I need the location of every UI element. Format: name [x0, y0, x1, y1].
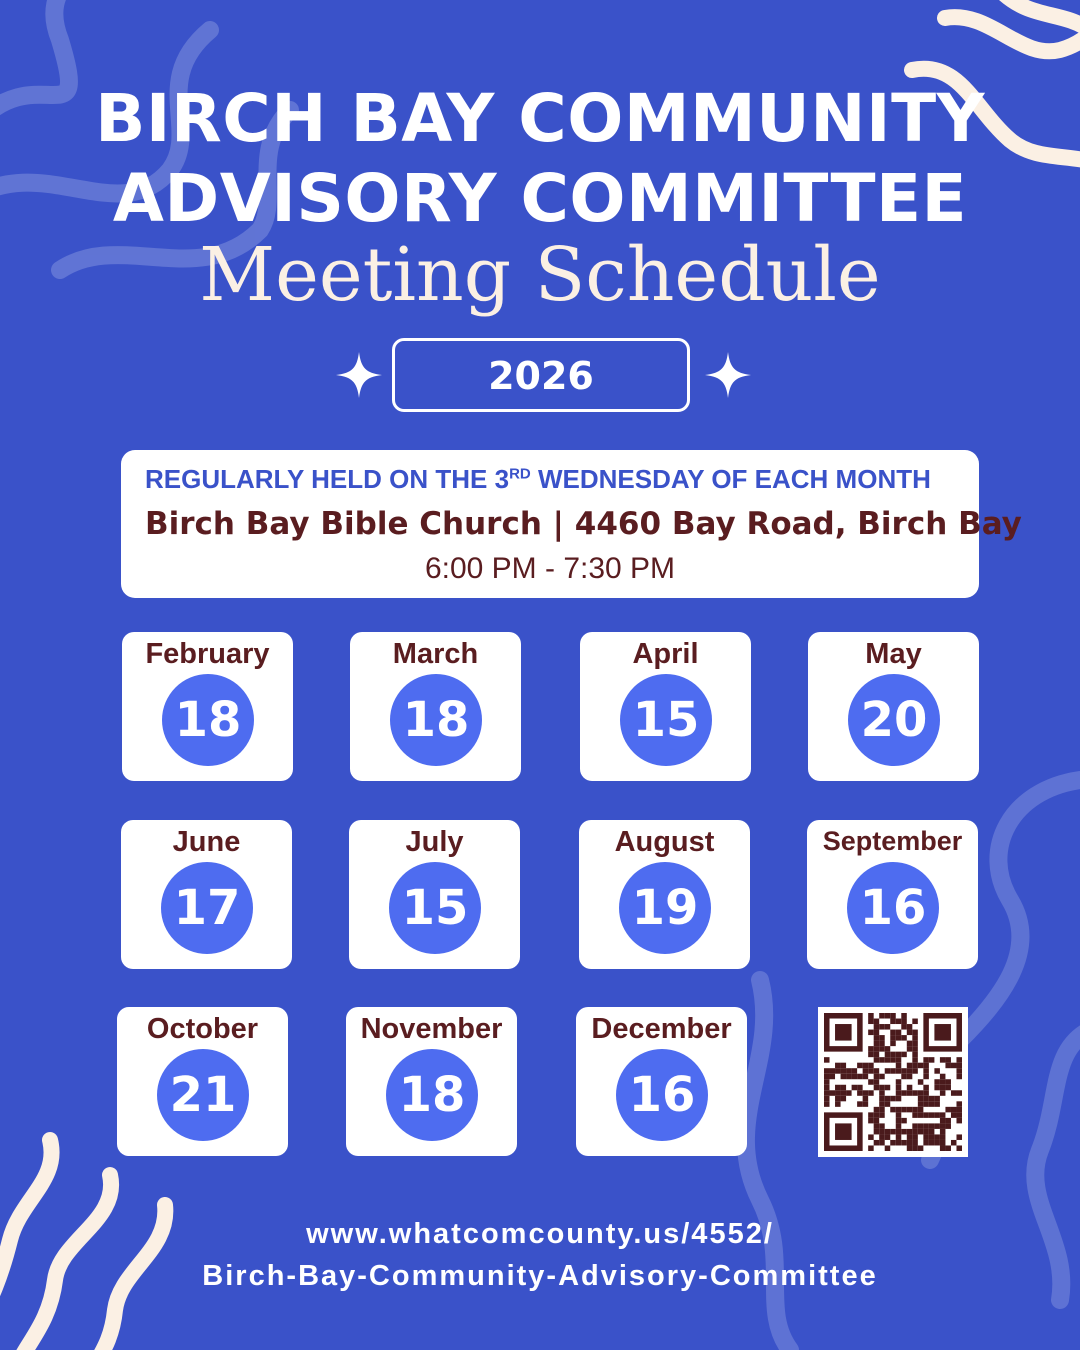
venue-address: Birch Bay Bible Church | 4460 Bay Road, Birch Bay: [145, 506, 1022, 542]
meeting-month: July: [405, 826, 464, 858]
meeting-month: August: [614, 826, 715, 858]
meeting-card-july: [349, 820, 520, 969]
meeting-day: 20: [848, 674, 940, 766]
meeting-day: 15: [389, 862, 481, 954]
qr-code-icon: [824, 1013, 962, 1151]
meeting-month: May: [865, 638, 922, 670]
meeting-card-february: [122, 632, 293, 781]
meeting-card-june: [121, 820, 292, 969]
meeting-day: 18: [162, 674, 254, 766]
website-url-line-1[interactable]: www.whatcomcounty.us/4552/: [306, 1218, 774, 1250]
sparkle-icon: [705, 352, 751, 398]
meeting-day: 17: [161, 862, 253, 954]
schedule-note: [145, 464, 931, 495]
subtitle: Meeting Schedule: [199, 232, 881, 318]
meeting-day: 15: [620, 674, 712, 766]
meeting-month: December: [591, 1013, 732, 1045]
meeting-month: February: [145, 638, 270, 670]
meeting-card-march: [350, 632, 521, 781]
year-badge: 2026: [392, 338, 690, 412]
meeting-month: October: [146, 1013, 259, 1045]
meeting-day: 21: [157, 1049, 249, 1141]
meeting-month: September: [822, 826, 963, 856]
title-line-2: ADVISORY COMMITTEE: [112, 160, 968, 237]
meeting-card-november: [346, 1007, 517, 1156]
schedule-note-ordinal: RD: [509, 465, 531, 483]
meeting-card-august: [579, 820, 750, 969]
title-line-1: BIRCH BAY COMMUNITY: [95, 80, 985, 157]
meeting-card-october: [117, 1007, 288, 1156]
schedule-note-prefix: REGULARLY HELD ON THE 3: [145, 464, 510, 494]
meeting-day: 19: [619, 862, 711, 954]
meeting-day: 18: [386, 1049, 478, 1141]
meeting-month: April: [632, 638, 699, 670]
sparkle-icon: [336, 352, 382, 398]
meeting-time: 6:00 PM - 7:30 PM: [424, 552, 676, 585]
meeting-card-december: [576, 1007, 747, 1156]
meeting-month: November: [360, 1013, 503, 1045]
meeting-card-september: [807, 820, 978, 969]
meeting-month: March: [392, 638, 479, 670]
meeting-month: June: [172, 826, 241, 858]
meeting-day: 18: [390, 674, 482, 766]
meeting-card-april: [580, 632, 751, 781]
meeting-day: 16: [847, 862, 939, 954]
info-box: [121, 450, 1022, 598]
qr-code-card[interactable]: [818, 1007, 968, 1157]
schedule-note-suffix: WEDNESDAY OF EACH MONTH: [530, 464, 931, 494]
website-url-line-2[interactable]: Birch-Bay-Community-Advisory-Committee: [202, 1260, 878, 1292]
meeting-day: 16: [616, 1049, 708, 1141]
meeting-card-may: [808, 632, 979, 781]
